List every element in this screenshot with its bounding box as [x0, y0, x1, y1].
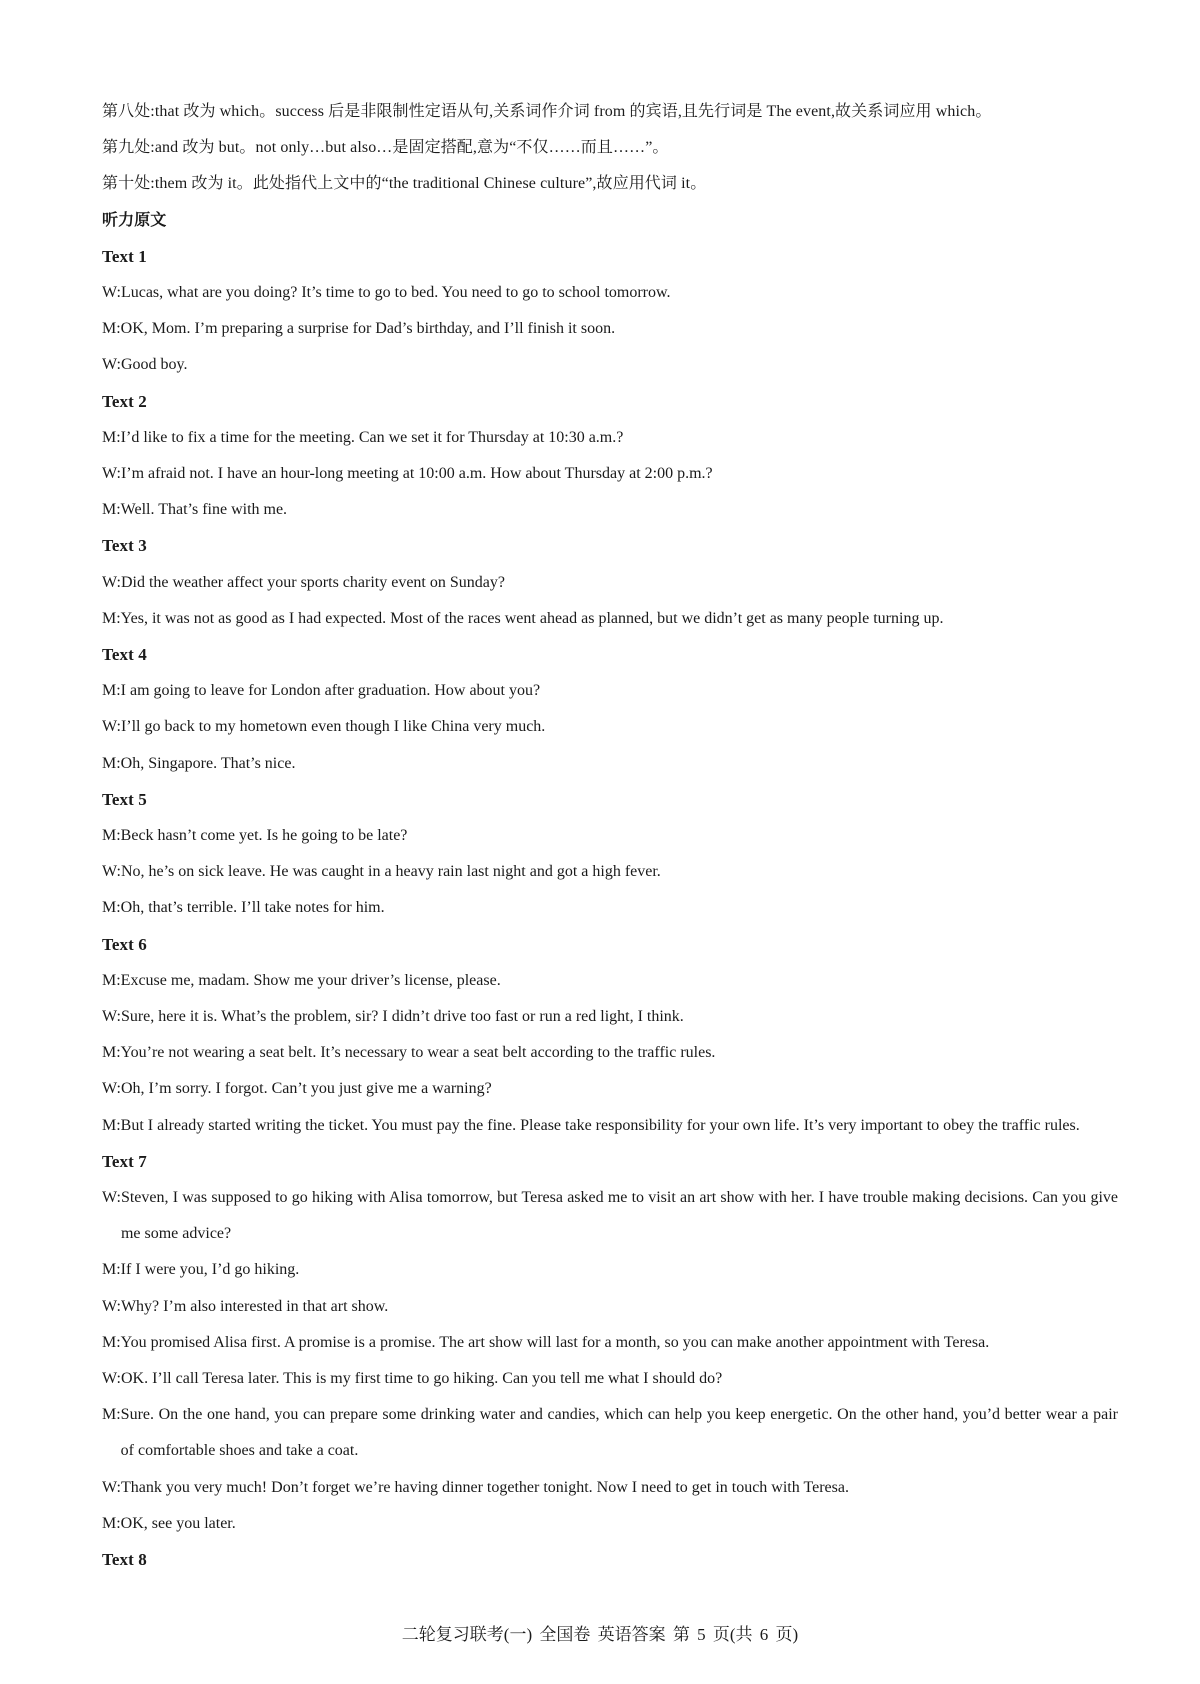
speaker-label: W:: [102, 1007, 121, 1025]
text-title: Text 4: [102, 644, 147, 664]
utterance-text: But I already started writing the ticket. You must pay the fine. Please take responsibility for your own life. It’s very important to obey the traffic rules.: [120, 1116, 1080, 1134]
speaker-label: M:: [102, 1261, 121, 1279]
speaker-label: M:: [102, 1333, 121, 1351]
speaker-label: W:: [102, 1478, 121, 1496]
utterance-text: Did the weather affect your sports charity event on Sunday?: [120, 573, 505, 591]
dialogue-line: [102, 311, 1118, 347]
dialogue-line: [102, 854, 1118, 890]
utterance-text: Sure, here it is. What’s the problem, sir? I didn’t drive too fast or run a red light, I think.: [120, 1007, 684, 1025]
transcript-text-block: [102, 637, 1118, 782]
utterance-text: OK, see you later.: [120, 1514, 236, 1532]
speaker-label: W:: [102, 1369, 121, 1387]
dialogue-line: [102, 963, 1118, 999]
speaker-label: M:: [102, 826, 121, 844]
text-title: Text 8: [102, 1549, 147, 1569]
transcript-text-block: [102, 1542, 1118, 1578]
dialogue-line: [102, 565, 1118, 601]
text-title: Text 5: [102, 789, 147, 809]
transcript-texts: [102, 239, 1118, 1578]
dialogue-line: [102, 999, 1118, 1035]
answer-line-9: 第九处:and 改为 but。not only…but also…是固定搭配,意为“不仅……而且……”。: [102, 139, 669, 157]
utterance-text: Well. That’s fine with me.: [120, 501, 288, 519]
dialogue-line: [102, 275, 1118, 311]
speaker-label: M:: [102, 609, 121, 627]
page-footer: 二轮复习联考(一) 全国卷 英语答案 第 5 页(共 6 页): [401, 1625, 799, 1644]
dialogue-line: [102, 1035, 1118, 1071]
speaker-label: M:: [102, 682, 121, 700]
section-title: 听力原文: [102, 211, 167, 229]
speaker-label: M:: [102, 1116, 121, 1134]
utterance-text: Excuse me, madam. Show me your driver’s license, please.: [120, 971, 501, 989]
text-title: Text 7: [102, 1151, 147, 1171]
utterance-text: OK. I’ll call Teresa later. This is my first time to go hiking. Can you tell me what I should do?: [120, 1369, 723, 1387]
utterance-text: OK, Mom. I’m preparing a surprise for Dad’s birthday, and I’ll finish it soon.: [120, 320, 616, 338]
dialogue-line: [102, 420, 1118, 456]
utterance-text: Oh, Singapore. That’s nice.: [120, 754, 296, 772]
speaker-label: W:: [102, 464, 121, 482]
answer-line-8: 第八处:that 改为 which。success 后是非限制性定语从句,关系词作介词 from 的宾语,且先行词是 The event,故关系词应用 which。: [102, 103, 992, 120]
dialogue-line: [102, 456, 1118, 492]
utterance-text: You’re not wearing a seat belt. It’s necessary to wear a seat belt according to the traffic rules.: [120, 1044, 716, 1062]
speaker-label: W:: [102, 573, 121, 591]
page-content: [102, 94, 1118, 1578]
utterance-text: Lucas, what are you doing? It’s time to go to bed. You need to go to school tomorrow.: [120, 283, 671, 301]
dialogue-line: [102, 709, 1118, 745]
utterance-text: No, he’s on sick leave. He was caught in a heavy rain last night and got a high fever.: [120, 863, 661, 881]
utterance-text: I am going to leave for London after graduation. How about you?: [120, 682, 541, 700]
utterance-text: If I were you, I’d go hiking.: [120, 1261, 300, 1279]
speaker-label: M:: [102, 971, 121, 989]
speaker-label: M:: [102, 1044, 121, 1062]
utterance-text: I’d like to fix a time for the meeting. Can we set it for Thursday at 10:30 a.m.?: [120, 428, 624, 446]
utterance-text: I’ll go back to my hometown even though I like China very much.: [120, 718, 546, 736]
dialogue-line: [102, 1252, 1118, 1288]
dialogue-line: [102, 890, 1118, 926]
dialogue-line: [102, 492, 1118, 528]
speaker-label: W:: [102, 718, 121, 736]
utterance-text: Good boy.: [120, 356, 188, 374]
speaker-label: W:: [102, 1297, 121, 1315]
utterance-text: Why? I’m also interested in that art show.: [120, 1297, 389, 1315]
dialogue-line: [102, 601, 1118, 637]
dialogue-line: [102, 347, 1118, 383]
dialogue-line: [102, 673, 1118, 709]
dialogue-line: [102, 1470, 1118, 1506]
speaker-label: W:: [102, 1188, 121, 1206]
utterance-text: You promised Alisa first. A promise is a promise. The art show will last for a month, so you can make another appointment with Teresa.: [120, 1333, 990, 1351]
speaker-label: M:: [102, 754, 121, 772]
dialogue-line: [102, 1180, 1118, 1252]
answer-line-10: 第十处:them 改为 it。此处指代上文中的“the traditional Chinese culture”,故应用代词 it。: [102, 175, 707, 193]
utterance-text: Sure. On the one hand, you can prepare some drinking water and candies, which can help you keep energetic. On the other hand, you’d better wear a pair of comfortable shoes and take a coat.: [120, 1406, 1118, 1460]
text-title: Text 6: [102, 934, 147, 954]
utterance-text: Thank you very much! Don’t forget we’re having dinner together tonight. Now I need to get in touch with Teresa.: [120, 1478, 849, 1496]
transcript-text-block: [102, 927, 1118, 1144]
text-title: Text 3: [102, 536, 147, 556]
dialogue-line: [102, 1397, 1118, 1469]
dialogue-line: [102, 818, 1118, 854]
speaker-label: M:: [102, 320, 121, 338]
speaker-label: W:: [102, 863, 121, 881]
utterance-text: I’m afraid not. I have an hour-long meeting at 10:00 a.m. How about Thursday at 2:00 p.m.?: [120, 464, 713, 482]
dialogue-line: [102, 1289, 1118, 1325]
transcript-text-block: [102, 1144, 1118, 1542]
dialogue-line: [102, 1506, 1118, 1542]
text-title: Text 1: [102, 246, 147, 266]
dialogue-line: [102, 1325, 1118, 1361]
speaker-label: M:: [102, 501, 121, 519]
transcript-text-block: [102, 239, 1118, 384]
dialogue-line: [102, 1361, 1118, 1397]
text-title: Text 2: [102, 391, 147, 411]
speaker-label: W:: [102, 283, 121, 301]
utterance-text: Oh, I’m sorry. I forgot. Can’t you just give me a warning?: [120, 1080, 492, 1098]
speaker-label: M:: [102, 428, 121, 446]
dialogue-line: [102, 746, 1118, 782]
speaker-label: W:: [102, 1080, 121, 1098]
transcript-text-block: [102, 528, 1118, 637]
speaker-label: M:: [102, 1406, 121, 1424]
utterance-text: Beck hasn’t come yet. Is he going to be late?: [120, 826, 408, 844]
transcript-text-block: [102, 384, 1118, 529]
speaker-label: M:: [102, 899, 121, 917]
utterance-text: Oh, that’s terrible. I’ll take notes for him.: [120, 899, 385, 917]
transcript-text-block: [102, 782, 1118, 927]
dialogue-line: [102, 1108, 1118, 1144]
speaker-label: W:: [102, 356, 121, 374]
utterance-text: Yes, it was not as good as I had expected. Most of the races went ahead as planned, but we didn’t get as many people turning up.: [120, 609, 944, 627]
speaker-label: M:: [102, 1514, 121, 1532]
dialogue-line: [102, 1071, 1118, 1107]
utterance-text: Steven, I was supposed to go hiking with Alisa tomorrow, but Teresa asked me to visit an art show with her. I have trouble making decisions. Can you give me some advice?: [120, 1188, 1118, 1243]
